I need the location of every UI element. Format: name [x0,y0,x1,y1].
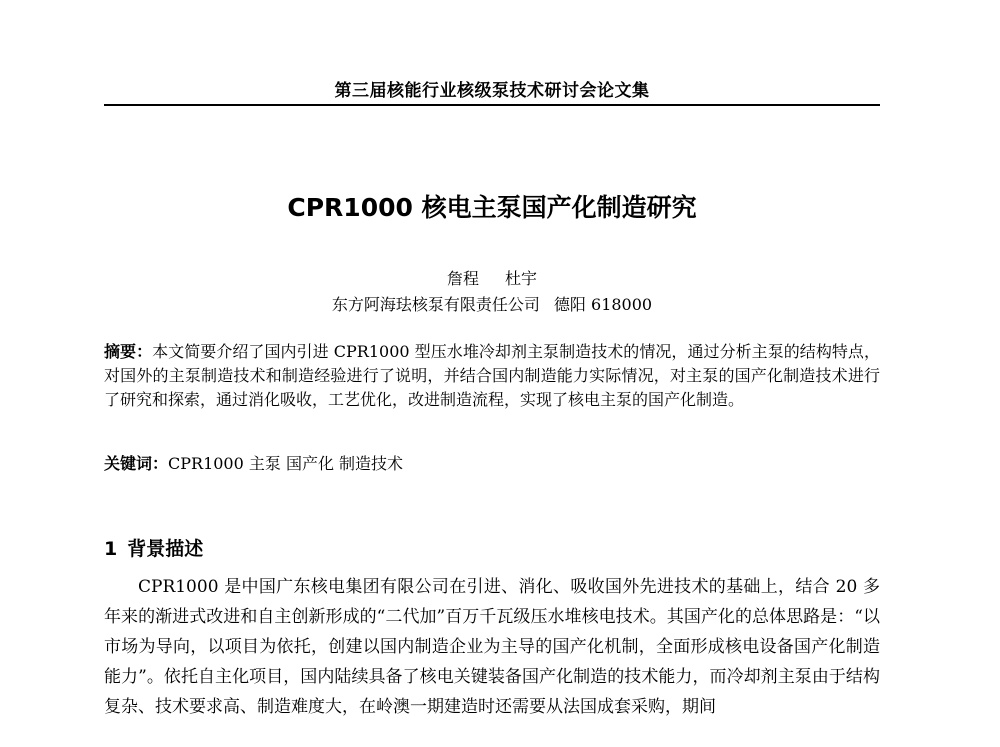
authors [104,266,880,289]
abstract-label: 摘要： [104,342,153,361]
affiliation-line [104,292,880,315]
keywords-text: CPR1000 主泵 国产化 制造技术 [168,454,404,473]
paper-title: CPR1000 核电主泵国产化制造研究 [287,193,697,222]
section-title: 背景描述 [127,538,204,560]
section-body: CPR1000 是中国广东核电集团有限公司在引进、消化、吸收国外先进技术的基础上，结合 20 多年来的渐进式改进和自主创新形成的“二代加”百万千瓦级压水堆核电技术。其国产化的总体思路是：“以市场为导向，以项目为依托，创建以国内制造企业为主导的国产化机制，全面形成核电设备国产化制造能力”。依托自主化项目，国内陆续具备了核电关键装备国产化制造的技术能力，而冷却剂主泵由于结构复杂、技术要求高、制造难度大，在岭澳一期建造时还需要从法国成套采购，期间 [104,577,880,717]
affiliation: 东方阿海珐核泵有限责任公司 [331,295,540,314]
keywords [104,452,880,476]
keywords-label: 关键词： [104,454,169,473]
abstract [104,340,880,412]
section-number: 1 [104,538,118,560]
running-header: 第三届核能行业核级泵技术研讨会论文集 [334,81,650,101]
abstract-text: 本文简要介绍了国内引进 CPR1000 型压水堆冷却剂主泵制造技术的情况，通过分析主泵的结构特点，对国外的主泵制造技术和制造经验进行了说明，并结合国内制造能力实际情况，对主泵的国产化制造技术进行了研究和探索，通过消化吸收，工艺优化，改进制造流程，实现了核电主泵的国产化制造。 [104,342,880,409]
author-2: 杜宇 [505,269,538,288]
address: 德阳 618000 [553,295,653,314]
author-1: 詹程 [446,269,479,288]
section-heading [104,534,203,561]
header-rule [104,104,880,106]
